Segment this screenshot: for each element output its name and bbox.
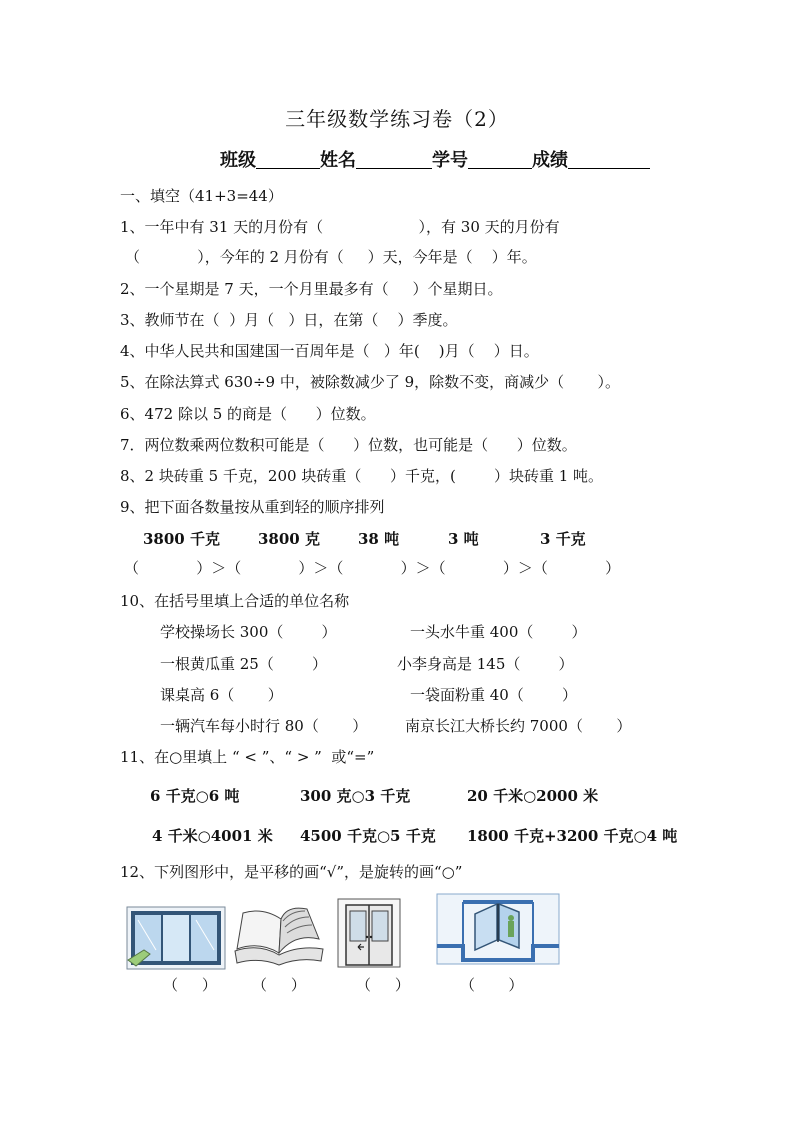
q10-item: 南京长江大桥长约 7000（ ） xyxy=(405,717,632,735)
class-blank[interactable] xyxy=(256,150,320,169)
question-2: 2、一个星期是 7 天，一个月里最多有（ ）个星期日。 xyxy=(120,280,503,298)
q10-item: 一头水牛重 400（ ） xyxy=(410,623,587,641)
q10-item: 一根黄瓜重 25（ ） xyxy=(160,655,328,673)
q11-item: 1800 千克+3200 千克○4 吨 xyxy=(467,827,678,845)
q9-order-blanks: （ ）＞（ ）＞（ ）＞（ ）＞（ ） xyxy=(124,559,621,577)
open-book-picture xyxy=(229,903,329,969)
name-blank[interactable] xyxy=(356,150,432,169)
q11-item: 4 千米○4001 米 xyxy=(152,827,273,845)
score-blank[interactable] xyxy=(568,150,650,169)
q12-answer-blank[interactable]: （ ） xyxy=(163,976,217,994)
score-label: 成绩 xyxy=(532,150,568,171)
question-4: 4、中华人民共和国建国一百周年是（ ）年( )月（ ）日。 xyxy=(120,342,539,360)
question-3: 3、教师节在（ ）月（ ）日，在第（ ）季度。 xyxy=(120,311,458,329)
q9-item: 3 吨 xyxy=(448,530,479,548)
question-11: 11、在○里填上 “ < ”、“ > ” 或“=” xyxy=(120,748,375,766)
q10-item: 一辆汽车每小时行 80（ ） xyxy=(160,717,368,735)
name-label: 姓名 xyxy=(320,150,356,171)
question-1-line-2: （ ），今年的 2 月份有（ ）天，今年是（ ）年。 xyxy=(125,248,537,266)
sliding-window-picture xyxy=(126,906,226,970)
q11-item: 20 千米○2000 米 xyxy=(467,787,599,805)
student-info-line xyxy=(220,146,650,172)
student-number-label: 学号 xyxy=(432,150,468,171)
question-10: 10、在括号里填上合适的单位名称 xyxy=(120,592,350,610)
question-8: 8、2 块砖重 5 千克，200 块砖重（ ）千克，( ）块砖重 1 吨。 xyxy=(120,467,604,485)
question-7: 7．两位数乘两位数积可能是（ ）位数，也可能是（ ）位数。 xyxy=(120,436,577,454)
q9-item: 38 吨 xyxy=(358,530,400,548)
q10-item: 小李身高是 145（ ） xyxy=(397,655,574,673)
question-9: 9、把下面各数量按从重到轻的顺序排列 xyxy=(120,498,385,516)
question-6: 6、472 除以 5 的商是（ ）位数。 xyxy=(120,405,376,423)
q12-answer-blank[interactable]: （ ） xyxy=(356,976,410,994)
q11-item: 4500 千克○5 千克 xyxy=(300,827,436,845)
door-picture xyxy=(334,897,404,969)
q11-item: 300 克○3 千克 xyxy=(300,787,411,805)
q10-item: 学校操场长 300（ ） xyxy=(160,623,337,641)
q12-answer-blank[interactable]: （ ） xyxy=(460,976,524,994)
q11-item: 6 千克○6 吨 xyxy=(150,787,240,805)
q9-item: 3800 千克 xyxy=(143,530,220,548)
q12-answer-blank[interactable]: （ ） xyxy=(252,976,306,994)
q10-item: 课桌高 6（ ） xyxy=(160,686,283,704)
q10-item: 一袋面粉重 40（ ） xyxy=(410,686,578,704)
q9-item: 3 千克 xyxy=(540,530,586,548)
student-number-blank[interactable] xyxy=(468,150,532,169)
revolving-door-picture xyxy=(433,890,563,968)
section-heading: 一、填空（41+3=44） xyxy=(120,187,283,205)
question-12: 12、下列图形中，是平移的画“√”，是旋转的画“○” xyxy=(120,863,463,881)
question-5: 5、在除法算式 630÷9 中，被除数减少了 9，除数不变，商减少（ ）。 xyxy=(120,373,621,391)
page-title: 三年级数学练习卷（2） xyxy=(285,107,509,131)
q9-item: 3800 克 xyxy=(258,530,320,548)
class-label: 班级 xyxy=(220,150,256,171)
question-1-line-1: 1、一年中有 31 天的月份有（ ），有 30 天的月份有 xyxy=(120,218,560,236)
